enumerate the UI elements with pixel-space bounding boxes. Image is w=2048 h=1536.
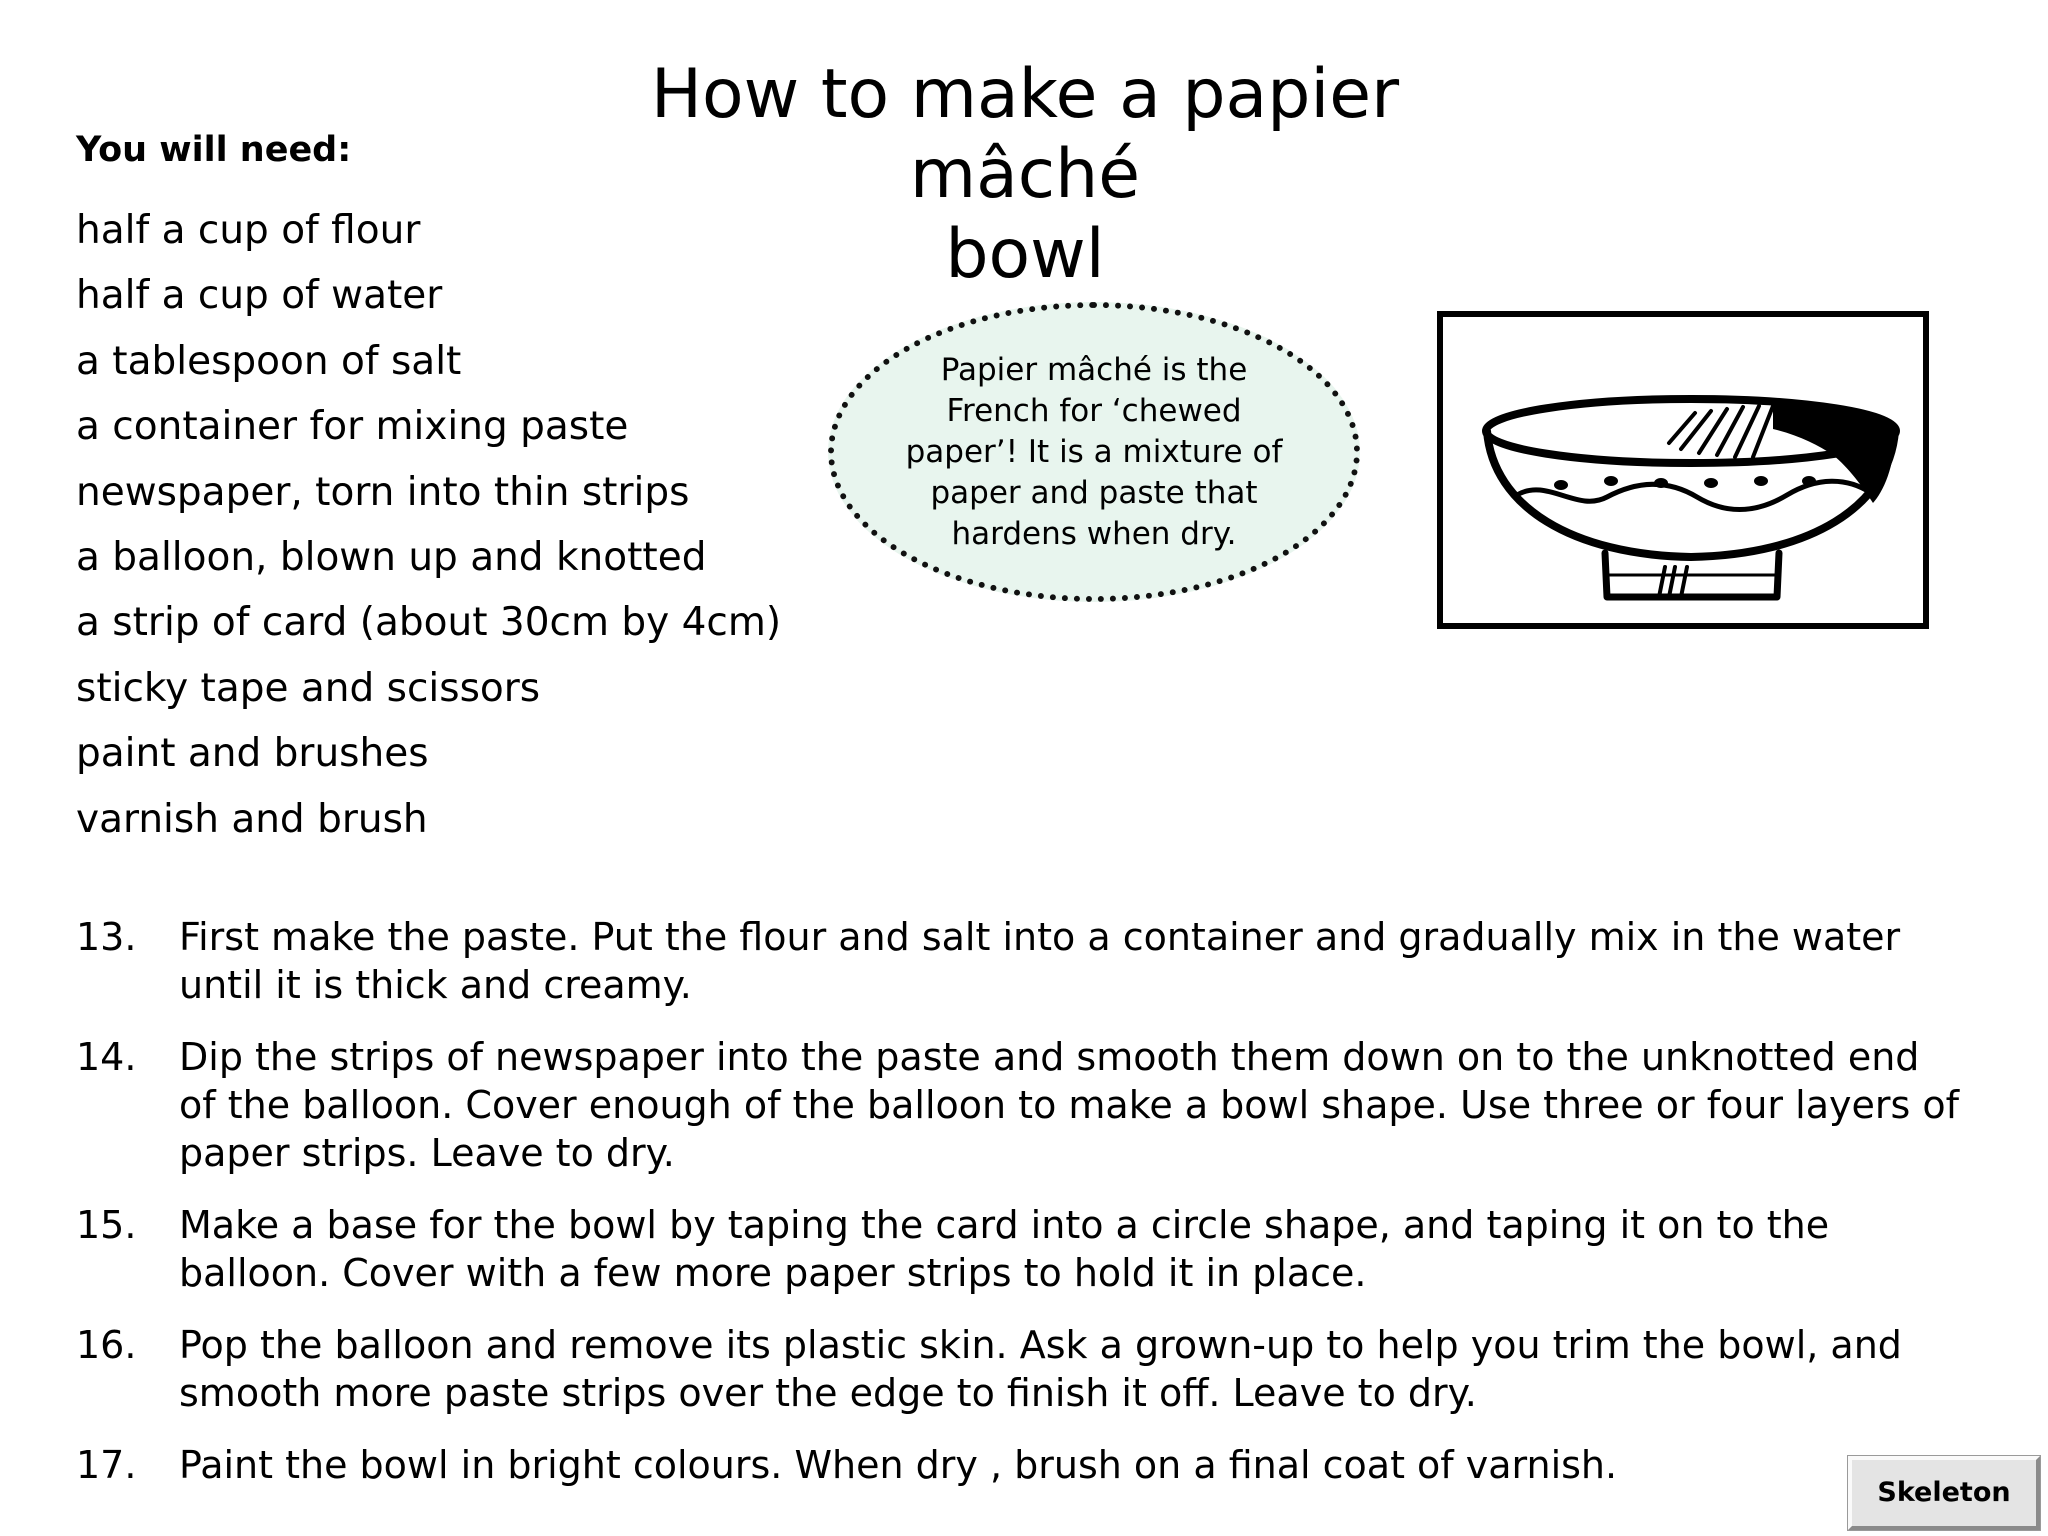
bowl-dot xyxy=(1604,476,1618,486)
bowl-dot xyxy=(1754,476,1768,486)
step-text: Make a base for the bowl by taping the card into a circle shape, and taping it on to the balloon. Cover with a few more paper strips to hold it in place. xyxy=(179,1203,1830,1295)
list-item: half a cup of flour xyxy=(76,208,421,253)
info-bubble-text: Papier mâché is the French for ‘chewed paper’! It is a mixture of paper and paste that hardens when dry. xyxy=(905,351,1283,552)
step-item xyxy=(76,913,1966,1009)
list-item: half a cup of water xyxy=(76,273,443,319)
step-text: First make the paste. Put the flour and salt into a container and gradually mix in the water until it is thick and creamy. xyxy=(179,915,1901,1007)
list-item: a balloon, blown up and knotted xyxy=(76,534,707,580)
page-title-line-1: How to make a papier mâché xyxy=(650,55,1400,214)
step-text: Dip the strips of newspaper into the paste and smooth them down on to the unknotted end of the balloon. Cover enough of the balloon to make a bowl shape. Use three or four layers of paper strips. Leave to dry. xyxy=(179,1035,1959,1175)
step-item xyxy=(76,1441,1966,1489)
step-number: 14. xyxy=(76,1035,137,1079)
step-item xyxy=(76,1033,1966,1177)
step-text: Pop the balloon and remove its plastic skin. Ask a grown-up to help you trim the bowl, and smooth more paste strips over the edge to finish it off. Leave to dry. xyxy=(179,1323,1902,1415)
list-item: sticky tape and scissors xyxy=(76,665,541,711)
list-item: a container for mixing paste xyxy=(76,404,629,450)
bowl-illustration xyxy=(1443,317,1923,623)
step-number: 16. xyxy=(76,1323,137,1367)
bowl-dot xyxy=(1704,478,1718,488)
bowl-illustration-frame xyxy=(1437,311,1929,629)
papier-mache-info-bubble xyxy=(828,302,1360,602)
materials-list xyxy=(76,200,781,854)
list-item: a tablespoon of salt xyxy=(76,338,462,384)
bowl-dot xyxy=(1554,480,1568,490)
step-number: 17. xyxy=(76,1443,137,1487)
step-number: 13. xyxy=(76,915,137,959)
step-text: Paint the bowl in bright colours. When dry , brush on a final coat of varnish. xyxy=(179,1443,1618,1487)
bowl-dot xyxy=(1654,478,1668,488)
step-item xyxy=(76,1201,1966,1297)
step-item xyxy=(76,1321,1966,1417)
bowl-wave-band xyxy=(1517,481,1871,509)
page-title-line-2: bowl xyxy=(945,215,1105,294)
list-item: varnish and brush xyxy=(76,796,428,842)
instruction-steps xyxy=(76,913,1966,1513)
step-number: 15. xyxy=(76,1203,137,1247)
list-item: a strip of card (about 30cm by 4cm) xyxy=(76,600,782,646)
list-item: paint and brushes xyxy=(76,731,429,777)
list-item: newspaper, torn into thin strips xyxy=(76,469,690,515)
bowl-dot xyxy=(1802,476,1816,486)
skeleton-button[interactable]: Skeleton xyxy=(1848,1456,2040,1530)
you-will-need-heading: You will need: xyxy=(76,130,352,170)
